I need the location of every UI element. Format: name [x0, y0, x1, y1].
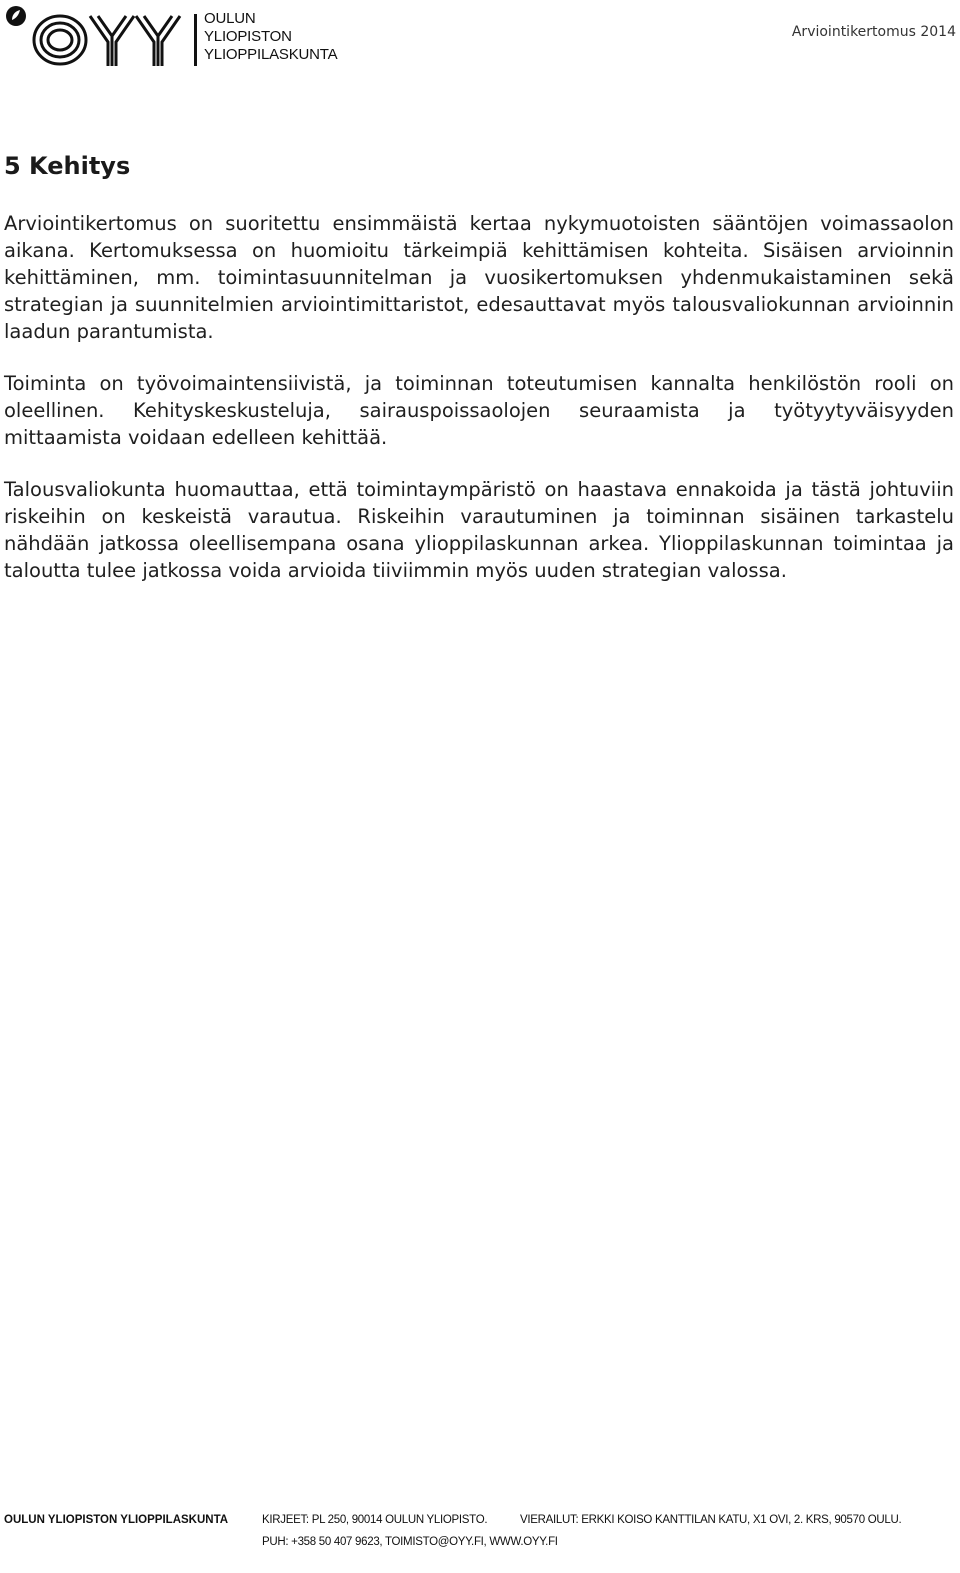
paragraph-2: Toiminta on työvoimaintensiivistä, ja toiminnan toteutumisen kannalta henkilöstön rooli on oleellinen. Kehityskeskusteluja, sairauspoissaolojen seuraamista ja työtyytyväisyyden mittaamista voidaan edelleen kehittää.: [4, 372, 954, 449]
footer-address: KIRJEET: PL 250, 90014 OULUN YLIOPISTO.: [262, 1514, 488, 1526]
org-name-line-3: YLIOPPILASKUNTA: [204, 46, 338, 63]
section-heading: 5 Kehitys: [4, 152, 131, 180]
footer-org: OULUN YLIOPISTON YLIOPPILASKUNTA: [4, 1514, 229, 1526]
document-title: Arviointikertomus 2014: [791, 24, 956, 40]
footer-contact: PUH: +358 50 407 9623, TOIMISTO@OYY.FI, WWW.OYY.FI: [262, 1536, 558, 1548]
org-name-line-1: OULUN: [204, 10, 256, 27]
org-name-line-2: YLIOPISTON: [204, 28, 292, 45]
oyy-logo-mark: [4, 4, 204, 68]
paragraph-3: Talousvaliokunta huomauttaa, että toimintaympäristö on haastava ennakoida ja tästä johtuviin riskeihin on keskeistä varautua. Riskeihin varautuminen ja toiminnan sisäinen tarkastelu nähdään jatkossa oleellisempana osana ylioppilaskunnan arkea. Ylioppilaskunnan toimintaa ja taloutta tulee jatkossa voida arvioida tiiviimmin myös uuden strategian valossa.: [4, 478, 954, 582]
paragraph-1: Arviointikertomus on suoritettu ensimmäistä kertaa nykymuotoisten sääntöjen voimassaolon aikana. Kertomuksessa on huomioitu tärkeimpiä kehittämisen kohteita. Sisäisen arvioinnin kehittäminen, mm. toimintasuunnitelman ja vuosikertomuksen yhdenmukaistaminen sekä strategian ja suunnitelmien arviointimittaristot, edesauttavat myös talousvaliokunnan arvioinnin laadun parantumista.: [4, 212, 954, 343]
footer-visit-address: VIERAILUT: ERKKI KOISO KANTTILAN KATU, X1 OVI, 2. KRS, 90570 OULU.: [520, 1514, 902, 1526]
org-name: [204, 10, 337, 64]
